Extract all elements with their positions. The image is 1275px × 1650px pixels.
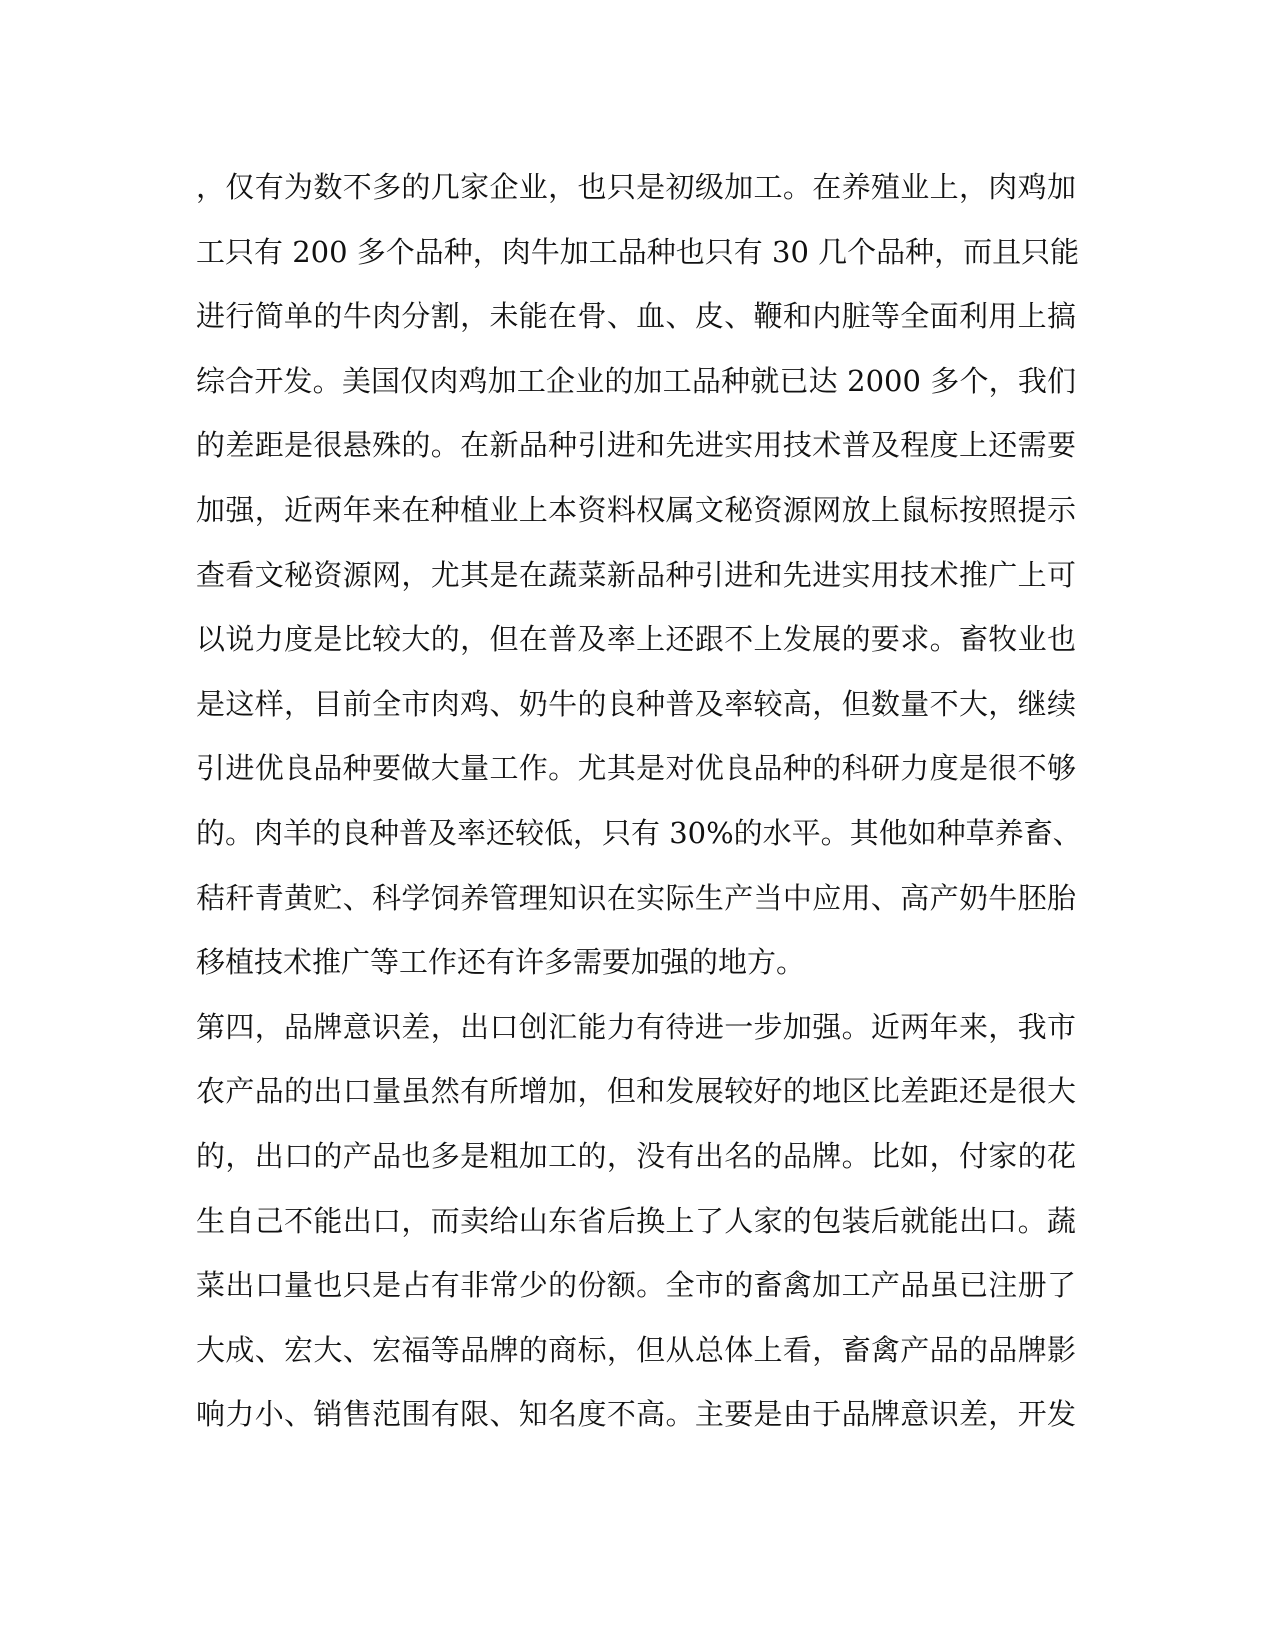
text-line: 以说力度是比较大的，但在普及率上还跟不上发展的要求。畜牧业也 [196,622,1076,657]
body-text [196,155,1082,1447]
text-line: 秸秆青黄贮、科学饲养管理知识在实际生产当中应用、高产奶牛胚胎 [196,880,1076,915]
text-line: ，仅有为数不多的几家企业，也只是初级加工。在养殖业上，肉鸡加 [196,170,1076,204]
text-line: 查看文秘资源网，尤其是在蔬菜新品种引进和先进实用技术推广上可 [196,557,1076,592]
text-line: 菜出口量也只是占有非常少的份额。全市的畜禽加工产品虽已注册了 [196,1268,1076,1303]
text-line: 大成、宏大、宏福等品牌的商标，但从总体上看，畜禽产品的品牌影 [196,1332,1076,1367]
text-line: 响力小、销售范围有限、知名度不高。主要是由于品牌意识差，开发 [196,1397,1076,1432]
text-line: 引进优良品种要做大量工作。尤其是对优良品种的科研力度是很不够 [196,751,1076,786]
text-line: 农产品的出口量虽然有所增加，但和发展较好的地区比差距还是很大 [196,1074,1076,1109]
text-line: 是这样，目前全市肉鸡、奶牛的良种普及率较高，但数量不大，继续 [196,686,1076,721]
text-line: 第四，品牌意识差，出口创汇能力有待进一步加强。近两年来，我市 [196,1009,1076,1044]
text-line: 综合开发。美国仅肉鸡加工企业的加工品种就已达 2000 多个，我们 [196,363,1076,398]
text-line: 生自己不能出口，而卖给山东省后换上了人家的包装后就能出口。蔬 [196,1203,1076,1238]
text-line: 的，出口的产品也多是粗加工的，没有出名的品牌。比如，付家的花 [196,1138,1076,1173]
text-line: 移植技术推广等工作还有许多需要加强的地方。 [196,945,806,980]
text-line: 的差距是很悬殊的。在新品种引进和先进实用技术普及程度上还需要 [196,428,1076,463]
text-line: 进行简单的牛肉分割，未能在骨、血、皮、鞭和内脏等全面利用上搞 [196,299,1076,334]
text-line: 工只有 200 多个品种，肉牛加工品种也只有 30 几个品种，而且只能 [196,234,1080,269]
text-line: 加强，近两年来在种植业上本资料权属文秘资源网放上鼠标按照提示 [196,492,1076,527]
text-line: 的。肉羊的良种普及率还较低，只有 30%的水平。其他如种草养畜、 [196,815,1082,850]
